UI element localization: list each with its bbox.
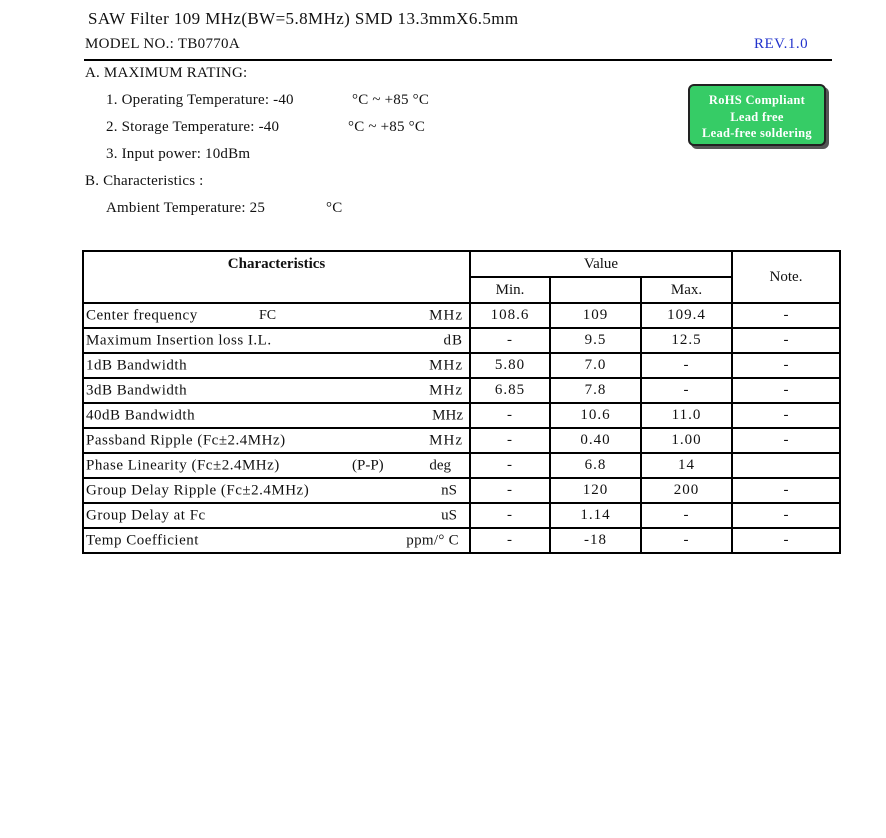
note-value: -: [732, 403, 840, 428]
table-row: [83, 453, 840, 478]
section-b-heading: B. Characteristics :: [85, 173, 204, 189]
param-name: Phase Linearity (Fc±2.4MHz): [86, 457, 280, 473]
document-title: SAW Filter 109 MHz(BW=5.8MHz) SMD 13.3mmX6.5mm: [88, 9, 519, 28]
param-name: 1dB Bandwidth: [86, 357, 188, 373]
param-unit: MHz: [429, 357, 463, 373]
note-value: -: [732, 378, 840, 403]
param-name: Center frequency: [86, 307, 198, 323]
rohs-badge-line: Lead-free soldering: [702, 126, 812, 140]
param-cell: [83, 353, 470, 378]
typ-value: 109: [550, 303, 641, 328]
ambient-temp-unit: °C: [326, 200, 343, 216]
param-qualifier: (P-P): [352, 457, 384, 473]
typ-value: 7.0: [550, 353, 641, 378]
header-min: Min.: [470, 277, 550, 303]
typ-value: -18: [550, 528, 641, 553]
param-symbol: FC: [259, 307, 277, 323]
param-name: Group Delay at Fc: [86, 507, 206, 523]
typ-value: 120: [550, 478, 641, 503]
param-name: Temp Coefficient: [86, 532, 199, 548]
note-value: [732, 453, 840, 478]
min-value: -: [470, 403, 550, 428]
revision-label: REV.1.0: [754, 36, 809, 52]
header-max: Max.: [641, 277, 732, 303]
max-value: -: [641, 503, 732, 528]
param-cell: [83, 428, 470, 453]
table-row: [83, 303, 840, 328]
param-name: Group Delay Ripple (Fc±2.4MHz): [86, 482, 310, 498]
min-value: -: [470, 478, 550, 503]
min-value: -: [470, 428, 550, 453]
param-cell: [83, 403, 470, 428]
typ-value: 10.6: [550, 403, 641, 428]
note-value: -: [732, 428, 840, 453]
typ-value: 1.14: [550, 503, 641, 528]
param-unit: MHz: [429, 432, 463, 448]
header-value: Value: [470, 251, 732, 277]
characteristics-table: [82, 250, 841, 554]
min-value: -: [470, 328, 550, 353]
min-value: -: [470, 453, 550, 478]
min-value: -: [470, 503, 550, 528]
note-value: -: [732, 303, 840, 328]
max-value: -: [641, 353, 732, 378]
rohs-badge: [688, 84, 826, 146]
param-unit: uS: [441, 507, 457, 523]
min-value: 6.85: [470, 378, 550, 403]
storage-temp-range: °C ~ +85 °C: [348, 119, 426, 135]
rohs-badge-line: RoHS Compliant: [708, 93, 806, 107]
header-note: Note.: [732, 251, 840, 303]
param-unit: dB: [443, 332, 463, 348]
model-number: MODEL NO.: TB0770A: [85, 36, 240, 52]
rohs-badge-line: Lead free: [730, 109, 784, 124]
param-cell: [83, 453, 470, 478]
header-divider: [84, 59, 832, 61]
header-characteristics: Characteristics: [83, 251, 470, 303]
header-typ: [550, 277, 641, 303]
param-cell: [83, 528, 470, 553]
param-cell: [83, 378, 470, 403]
param-unit: MHz: [429, 307, 463, 323]
table-row: [83, 478, 840, 503]
param-name: 40dB Bandwidth: [86, 407, 196, 423]
max-value: 12.5: [641, 328, 732, 353]
param-unit: deg: [429, 457, 451, 473]
operating-temp-range: °C ~ +85 °C: [352, 92, 430, 108]
param-unit: ppm/° C: [406, 532, 459, 548]
max-value: 1.00: [641, 428, 732, 453]
table-row: [83, 378, 840, 403]
param-name: Maximum Insertion loss I.L.: [86, 332, 272, 348]
table-row: [83, 428, 840, 453]
operating-temp-label: 1. Operating Temperature: -40: [106, 92, 294, 108]
param-cell: [83, 303, 470, 328]
table-row: [83, 328, 840, 353]
note-value: -: [732, 478, 840, 503]
table-row: [83, 353, 840, 378]
max-value: -: [641, 528, 732, 553]
table-row: [83, 403, 840, 428]
max-value: 200: [641, 478, 732, 503]
param-cell: [83, 328, 470, 353]
note-value: -: [732, 353, 840, 378]
ambient-temp-label: Ambient Temperature: 25: [106, 200, 266, 216]
param-unit: MHz: [432, 407, 463, 423]
typ-value: 6.8: [550, 453, 641, 478]
storage-temp-label: 2. Storage Temperature: -40: [106, 119, 280, 135]
note-value: -: [732, 528, 840, 553]
note-value: -: [732, 328, 840, 353]
max-value: -: [641, 378, 732, 403]
param-unit: nS: [441, 482, 457, 498]
param-name: Passband Ripple (Fc±2.4MHz): [86, 432, 286, 448]
typ-value: 9.5: [550, 328, 641, 353]
input-power-label: 3. Input power: 10dBm: [106, 146, 251, 162]
max-value: 14: [641, 453, 732, 478]
min-value: 5.80: [470, 353, 550, 378]
note-value: -: [732, 503, 840, 528]
typ-value: 7.8: [550, 378, 641, 403]
param-cell: [83, 478, 470, 503]
table-row: [83, 503, 840, 528]
param-unit: MHz: [429, 382, 463, 398]
typ-value: 0.40: [550, 428, 641, 453]
max-value: 109.4: [641, 303, 732, 328]
table-row: [83, 528, 840, 553]
min-value: -: [470, 528, 550, 553]
param-name: 3dB Bandwidth: [86, 382, 188, 398]
min-value: 108.6: [470, 303, 550, 328]
max-value: 11.0: [641, 403, 732, 428]
section-a-heading: A. MAXIMUM RATING:: [85, 65, 248, 81]
param-cell: [83, 503, 470, 528]
